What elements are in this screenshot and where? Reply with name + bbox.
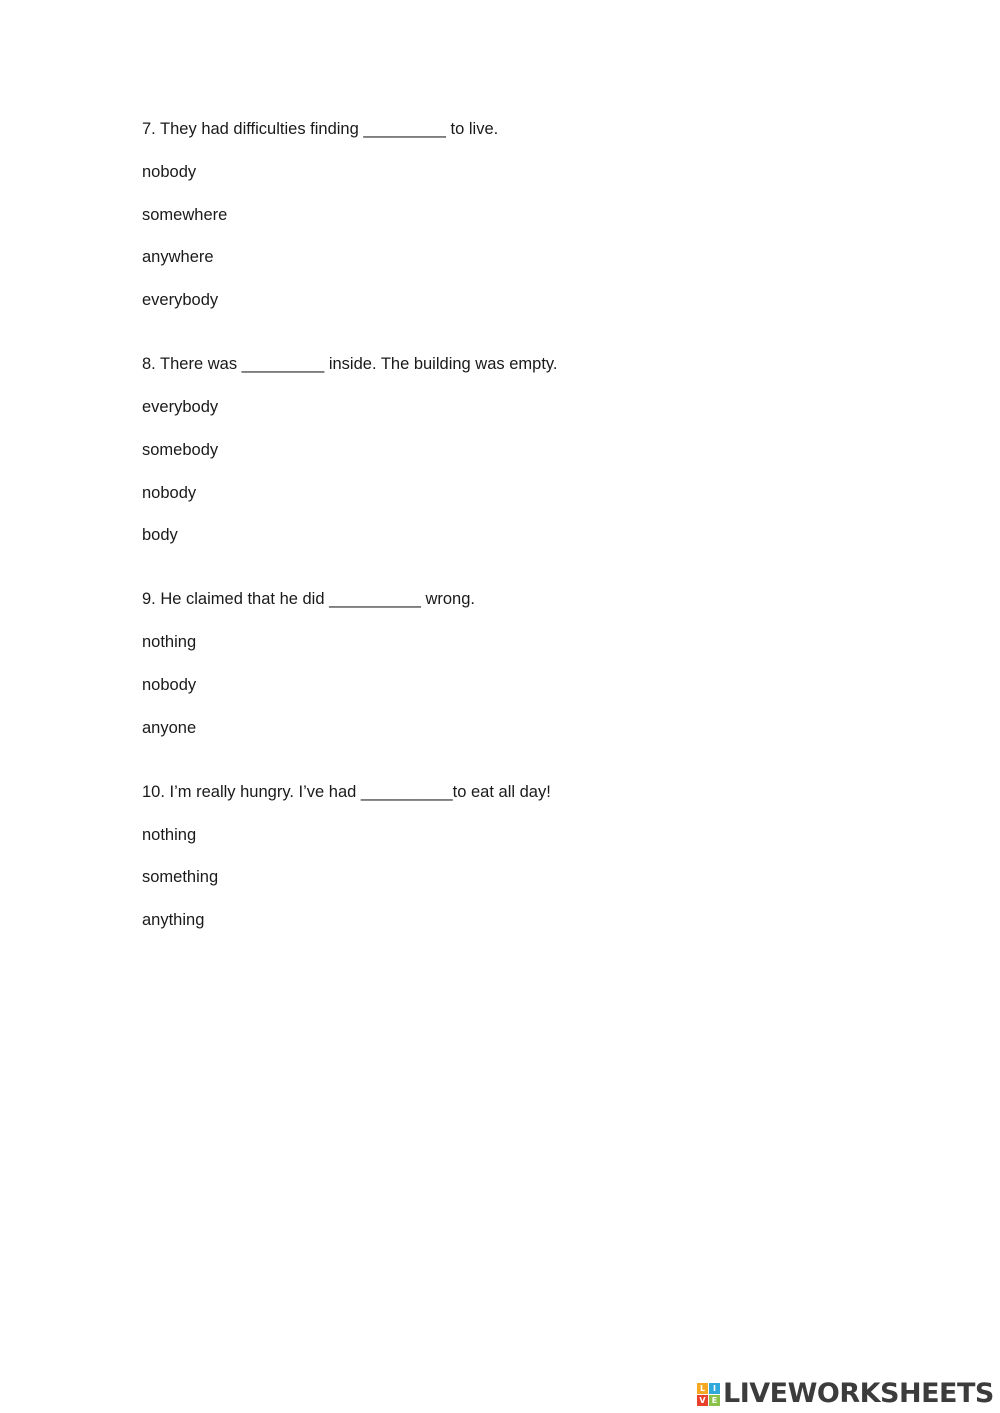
option-item[interactable]: nobody [142,483,197,502]
question-8 [142,353,862,546]
option-item[interactable]: something [142,868,219,887]
option-item[interactable]: nothing [142,633,197,652]
option-item[interactable]: nothing [142,825,197,844]
question-9 [142,588,862,738]
question-7 [142,118,862,311]
option-item[interactable]: nobody [142,162,197,181]
option-item[interactable]: nobody [142,675,197,694]
logo-cell: E [709,1395,720,1406]
logo-cell: I [709,1383,720,1394]
option-item[interactable]: anything [142,911,205,930]
option-item[interactable]: somebody [142,440,219,459]
option-item[interactable]: anywhere [142,248,214,267]
question-10 [142,781,862,931]
question-text: 9. He claimed that he did __________ wrong. [142,590,475,609]
option-item[interactable]: everybody [142,291,219,310]
liveworksheets-logo-icon [697,1383,720,1406]
question-text: 7. They had difficulties finding _________ to live. [142,120,499,138]
liveworksheets-watermark [697,1378,994,1410]
option-item[interactable]: somewhere [142,205,228,224]
watermark-text: LIVEWORKSHEETS [723,1378,994,1409]
option-item[interactable]: body [142,526,178,545]
logo-cell: L [697,1383,708,1394]
question-text: 10. I’m really hungry. I’ve had __________to eat all day! [142,782,551,801]
option-item[interactable]: anyone [142,718,197,737]
option-item[interactable]: everybody [142,397,219,416]
worksheet [142,118,862,973]
question-text: 8. There was _________ inside. The building was empty. [142,355,558,374]
logo-cell: V [697,1395,708,1406]
